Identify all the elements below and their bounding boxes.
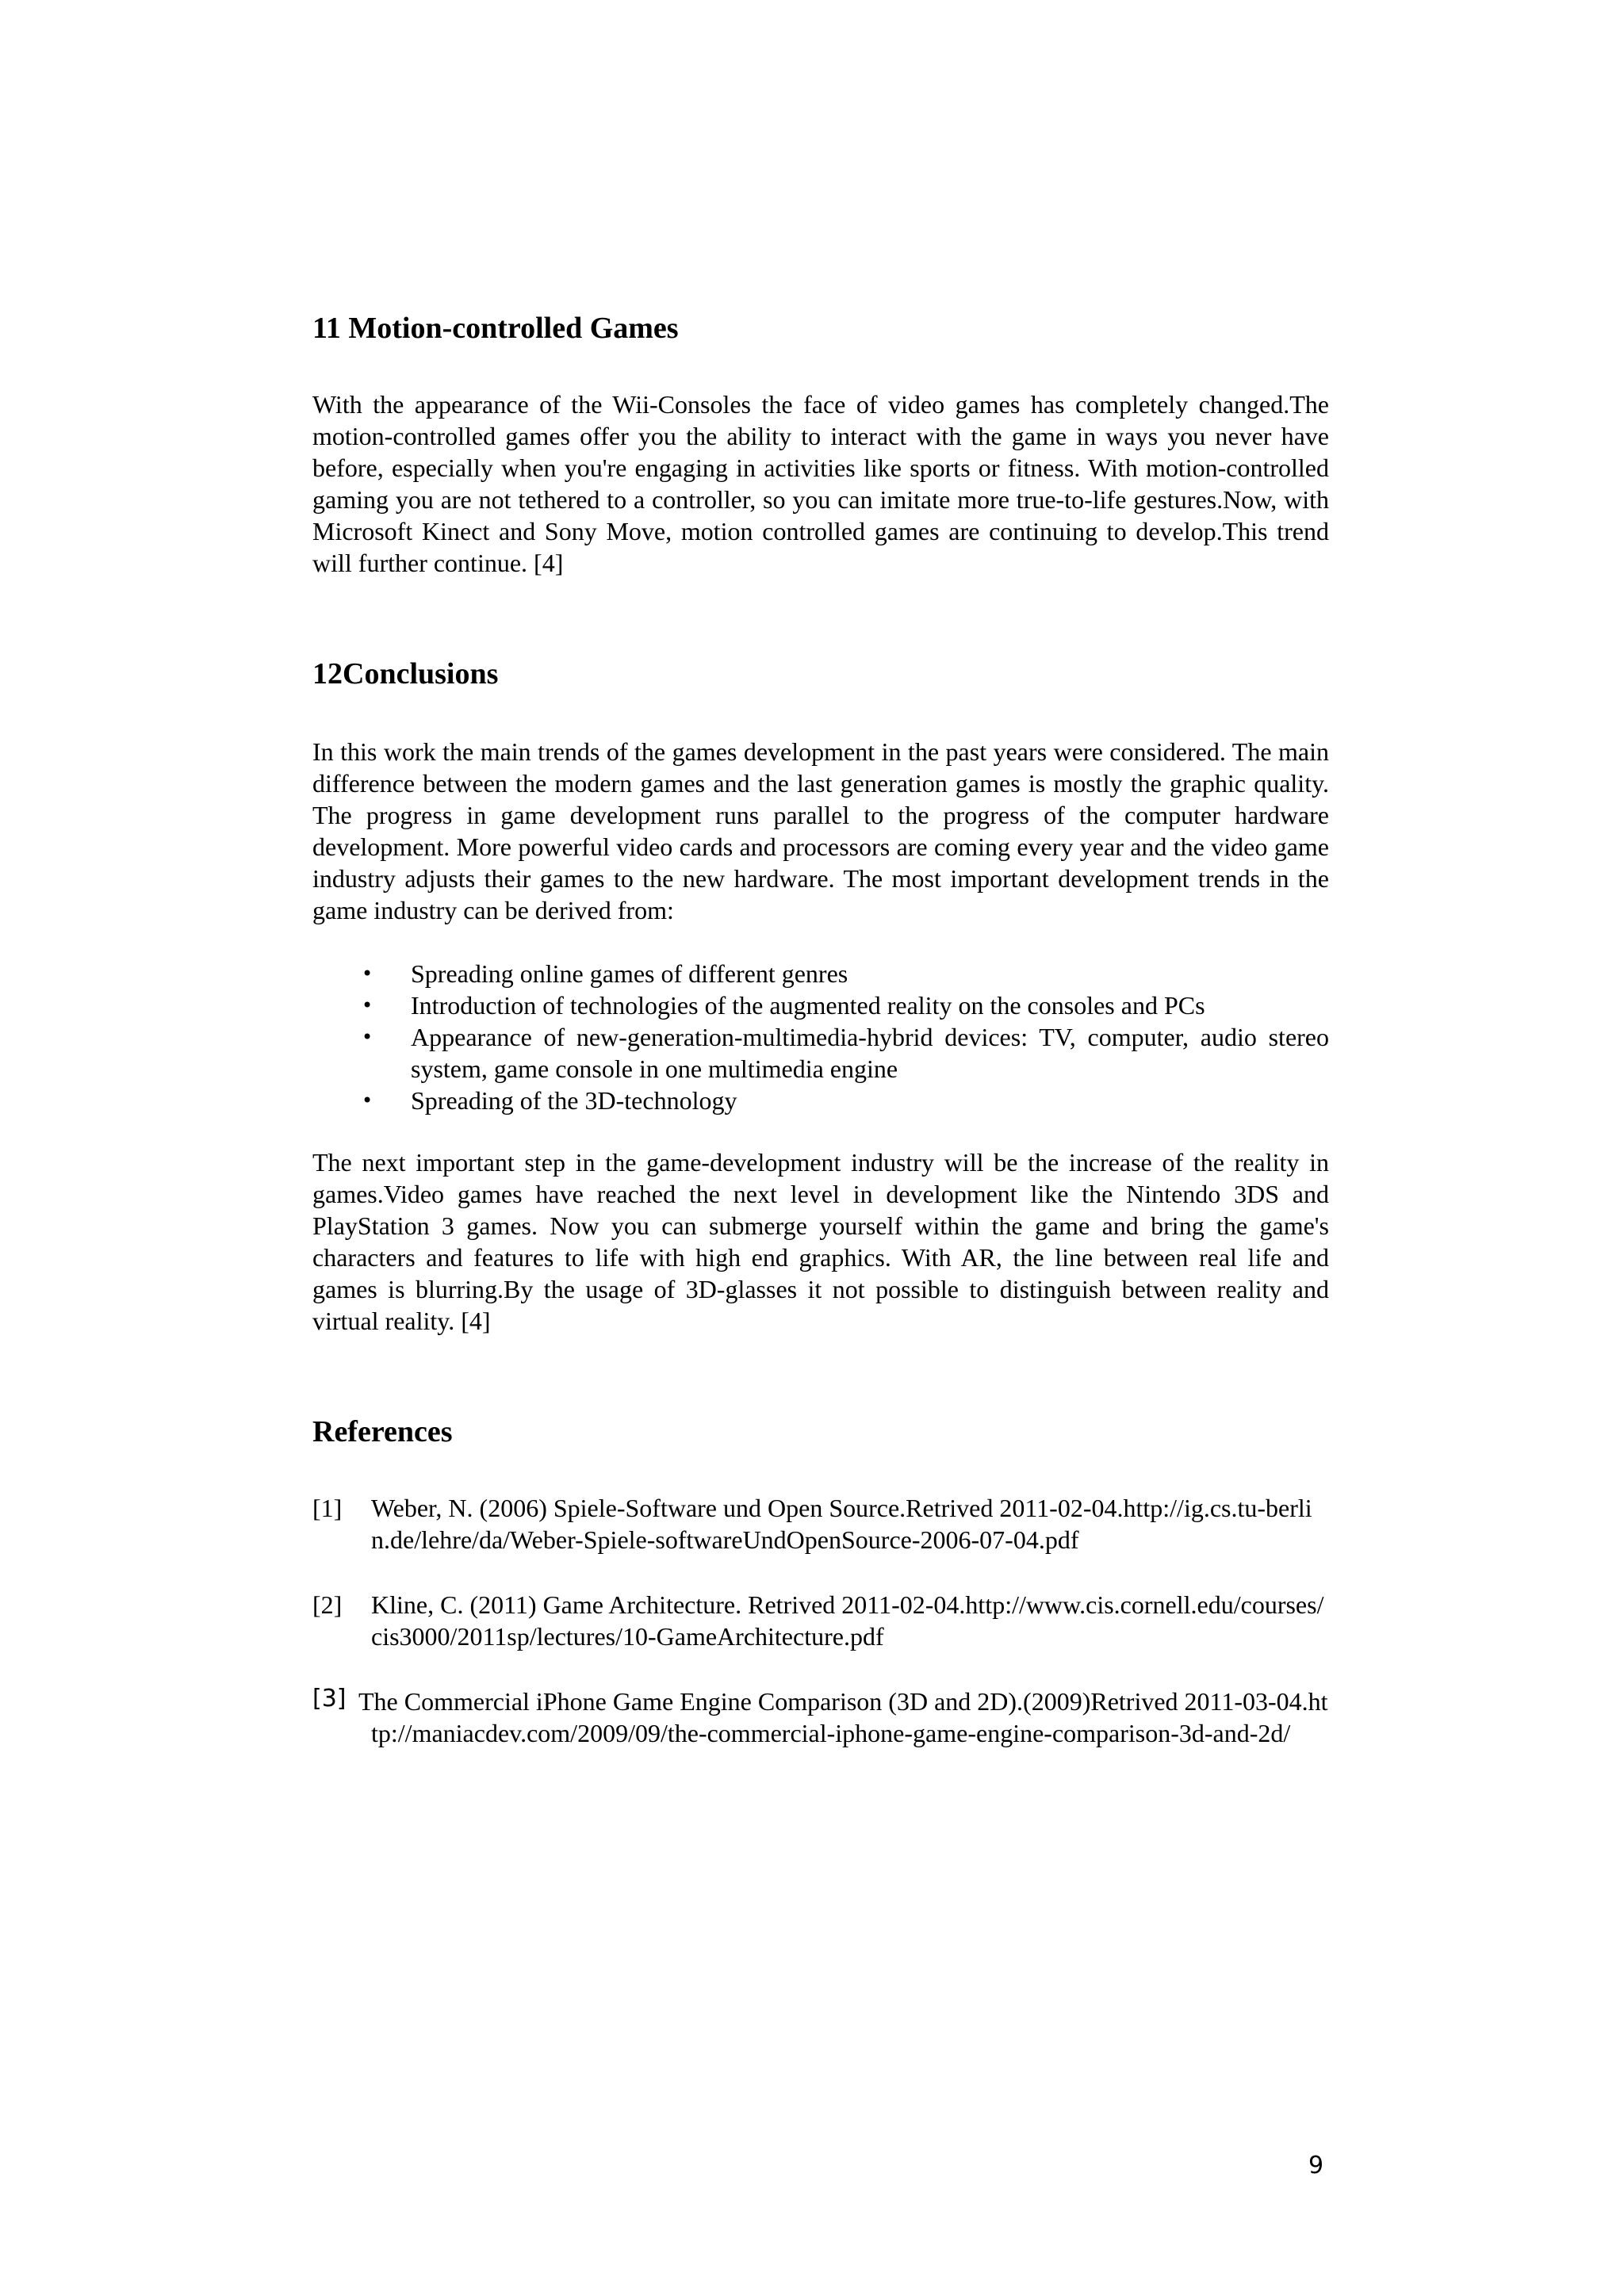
list-item	[312, 1085, 1329, 1116]
development-trends-list	[312, 958, 1329, 1116]
bullet-icon: •	[362, 1026, 373, 1048]
page-number: 9	[1308, 2152, 1324, 2179]
references-list	[312, 1492, 1329, 1749]
bullet-icon: •	[362, 1089, 373, 1112]
reference-entry	[312, 1686, 1329, 1749]
section-heading-references: References	[312, 1415, 453, 1448]
list-item-text: Spreading online games of different genres	[411, 959, 848, 988]
list-item-text: Spreading of the 3D-technology	[411, 1086, 737, 1115]
bullet-icon: •	[362, 994, 373, 1016]
bullet-icon: •	[362, 962, 373, 985]
list-item	[312, 989, 1329, 1021]
list-item	[312, 1021, 1329, 1085]
section-heading-conclusions: 12Conclusions	[312, 657, 499, 691]
page-content	[312, 306, 1329, 1782]
reference-entry	[312, 1492, 1329, 1556]
list-item-text: Appearance of new-generation-multimedia-hybrid devices: TV, computer, audio stereo system, game console in one multimedia engine	[411, 1023, 1329, 1083]
paragraph-conclusions-next-step: The next important step in the game-development industry will be the increase of the reality in games.Video games have reached the next level in development like the Nintendo 3DS and PlayStation 3 games. Now you can submerge yourself within the game and bring the game's characters and features to life with high end graphics. With AR, the line between real life and games is blurring.By the usage of 3D-glasses it not possible to distinguish between reality and virtual reality. [4]	[312, 1148, 1329, 1335]
reference-text: Weber, N. (2006) Spiele-Software und Open Source.Retrived 2011-02-04.http://ig.cs.tu-berlin.de/lehre/da/Weber-Spiele-softwareUndOpenSource-2006-07-04.pdf	[371, 1494, 1312, 1554]
reference-entry	[312, 1589, 1329, 1652]
section-heading-motion-controlled-games: 11 Motion-controlled Games	[312, 312, 679, 345]
reference-text: The Commercial iPhone Game Engine Comparison (3D and 2D).(2009)Retrived 2011-03-04.http://maniacdev.com/2009/09/the-commercial-iphone-game-engine-comparison-3d-and-2d/	[358, 1687, 1328, 1747]
paragraph-conclusions-intro: In this work the main trends of the games development in the past years were considered. The main difference between the modern games and the last generation games is mostly the graphic quality. The progress in game development runs parallel to the progress of the computer hardware development. More powerful video cards and processors are coming every year and the video game industry adjusts their games to the new hardware. The most important development trends in the game industry can be derived from:	[312, 737, 1329, 924]
paragraph-motion-controlled-games: With the appearance of the Wii-Consoles the face of video games has completely changed.The motion-controlled games offer you the ability to interact with the game in ways you never have before, especially when you're engaging in activities like sports or fitness. With motion-controlled gaming you are not tethered to a controller, so you can imitate more true-to-life gestures.Now, with Microsoft Kinect and Sony Move, motion controlled games are continuing to develop.This trend will further continue. [4]	[312, 390, 1329, 577]
reference-number: [1]	[312, 1494, 343, 1522]
list-item-text: Introduction of technologies of the augmented reality on the consoles and PCs	[411, 991, 1205, 1020]
list-item	[312, 958, 1329, 989]
reference-text: Kline, C. (2011) Game Architecture. Retrived 2011-02-04.http://www.cis.cornell.edu/courses/cis3000/2011sp/lectures/10-GameArchitecture.pdf	[371, 1590, 1324, 1651]
reference-number: [2]	[312, 1590, 343, 1619]
reference-number: [3]	[312, 1685, 347, 1712]
